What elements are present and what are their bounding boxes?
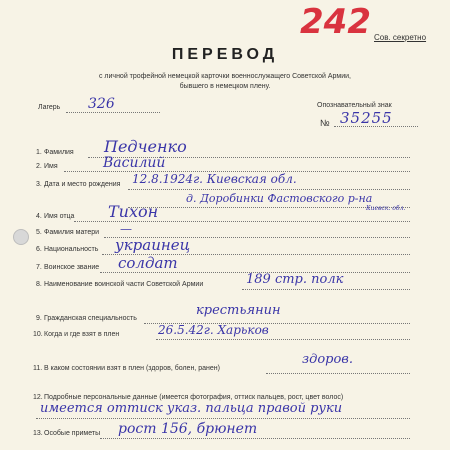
field-10-line bbox=[156, 339, 410, 340]
field-11-num: 11. bbox=[33, 365, 43, 372]
document-title: ПЕРЕВОД bbox=[171, 46, 279, 63]
camp-value: 326 bbox=[88, 96, 115, 112]
field-11-label: В каком состоянии взят в плен (здоров, болен, ранен) bbox=[44, 365, 220, 372]
field-13-line bbox=[100, 438, 410, 439]
field-2-num: 2. bbox=[36, 163, 42, 170]
field-2-label: Имя bbox=[44, 163, 58, 170]
tag-no-label: № bbox=[320, 118, 330, 128]
field-3-num: 3. bbox=[36, 181, 42, 188]
field-1-label: Фамилия bbox=[44, 149, 74, 156]
field-5-value: — bbox=[120, 222, 132, 236]
camp-label: Лагерь bbox=[38, 104, 61, 111]
field-2-value: Василий bbox=[103, 155, 166, 171]
field-3-line bbox=[128, 189, 410, 190]
field-4-label: Имя отца bbox=[44, 213, 75, 220]
field-8-num: 8. bbox=[36, 281, 42, 288]
field-3-value3: Киевск. обл. bbox=[366, 205, 406, 212]
classification-label: Сов. секретно bbox=[374, 33, 427, 42]
tag-value: 35255 bbox=[340, 109, 393, 127]
field-12-line bbox=[36, 418, 410, 419]
field-5-label: Фамилия матери bbox=[44, 229, 100, 236]
field-11-value: здоров. bbox=[302, 352, 354, 367]
field-10-label: Когда и где взят в плен bbox=[44, 331, 120, 338]
field-9-label: Гражданская специальность bbox=[44, 315, 137, 322]
field-3-value2: д. Доробинки Фастовского р-на bbox=[186, 192, 373, 205]
field-13-num: 13. bbox=[33, 430, 43, 437]
field-5-num: 5. bbox=[36, 229, 42, 236]
field-7-value: солдат bbox=[118, 254, 178, 272]
field-10-value: 26.5.42г. Харьков bbox=[158, 323, 269, 337]
field-12-label: Подробные персональные данные (имеется фотография, оттиск пальцев, рост, цвет волос) bbox=[44, 394, 344, 401]
camp-line bbox=[66, 112, 160, 113]
field-7-num: 7. bbox=[36, 264, 42, 271]
field-4-value: Тихон bbox=[108, 202, 159, 221]
field-10-num: 10. bbox=[33, 331, 43, 338]
field-12-value: имеется оттиск указ. пальца правой руки bbox=[40, 401, 343, 416]
field-6-num: 6. bbox=[36, 246, 42, 253]
field-13-value: рост 156, брюнет bbox=[118, 421, 258, 437]
field-1-num: 1. bbox=[36, 149, 42, 156]
field-7-label: Воинское звание bbox=[44, 264, 100, 271]
field-12-num: 12. bbox=[33, 394, 43, 401]
field-3-label: Дата и место рождения bbox=[44, 181, 121, 188]
field-8-value: 189 стр. полк bbox=[246, 272, 344, 287]
subtitle-line2: бывшего в немецком плену. bbox=[179, 83, 271, 90]
field-6-label: Национальность bbox=[44, 246, 99, 253]
field-6-value: украинец bbox=[115, 236, 191, 254]
archive-number-stamp: 242 bbox=[300, 2, 371, 42]
field-11-line bbox=[266, 373, 410, 374]
field-3-value: 12.8.1924г. Киевская обл. bbox=[132, 172, 297, 186]
subtitle-line1: с личной трофейной немецкой карточки военнослужащего Советской Армии, bbox=[98, 73, 352, 80]
tag-label: Опознавательный знак bbox=[317, 102, 392, 109]
punch-hole bbox=[13, 229, 29, 245]
field-4-num: 4. bbox=[36, 213, 42, 220]
field-9-value: крестьянин bbox=[196, 303, 281, 318]
field-13-label: Особые приметы bbox=[44, 430, 101, 437]
field-8-label: Наименование воинской части Советской Армии bbox=[44, 281, 204, 288]
field-9-num: 9. bbox=[36, 315, 42, 322]
field-8-line bbox=[242, 289, 410, 290]
field-1-value: Педченко bbox=[104, 137, 187, 156]
